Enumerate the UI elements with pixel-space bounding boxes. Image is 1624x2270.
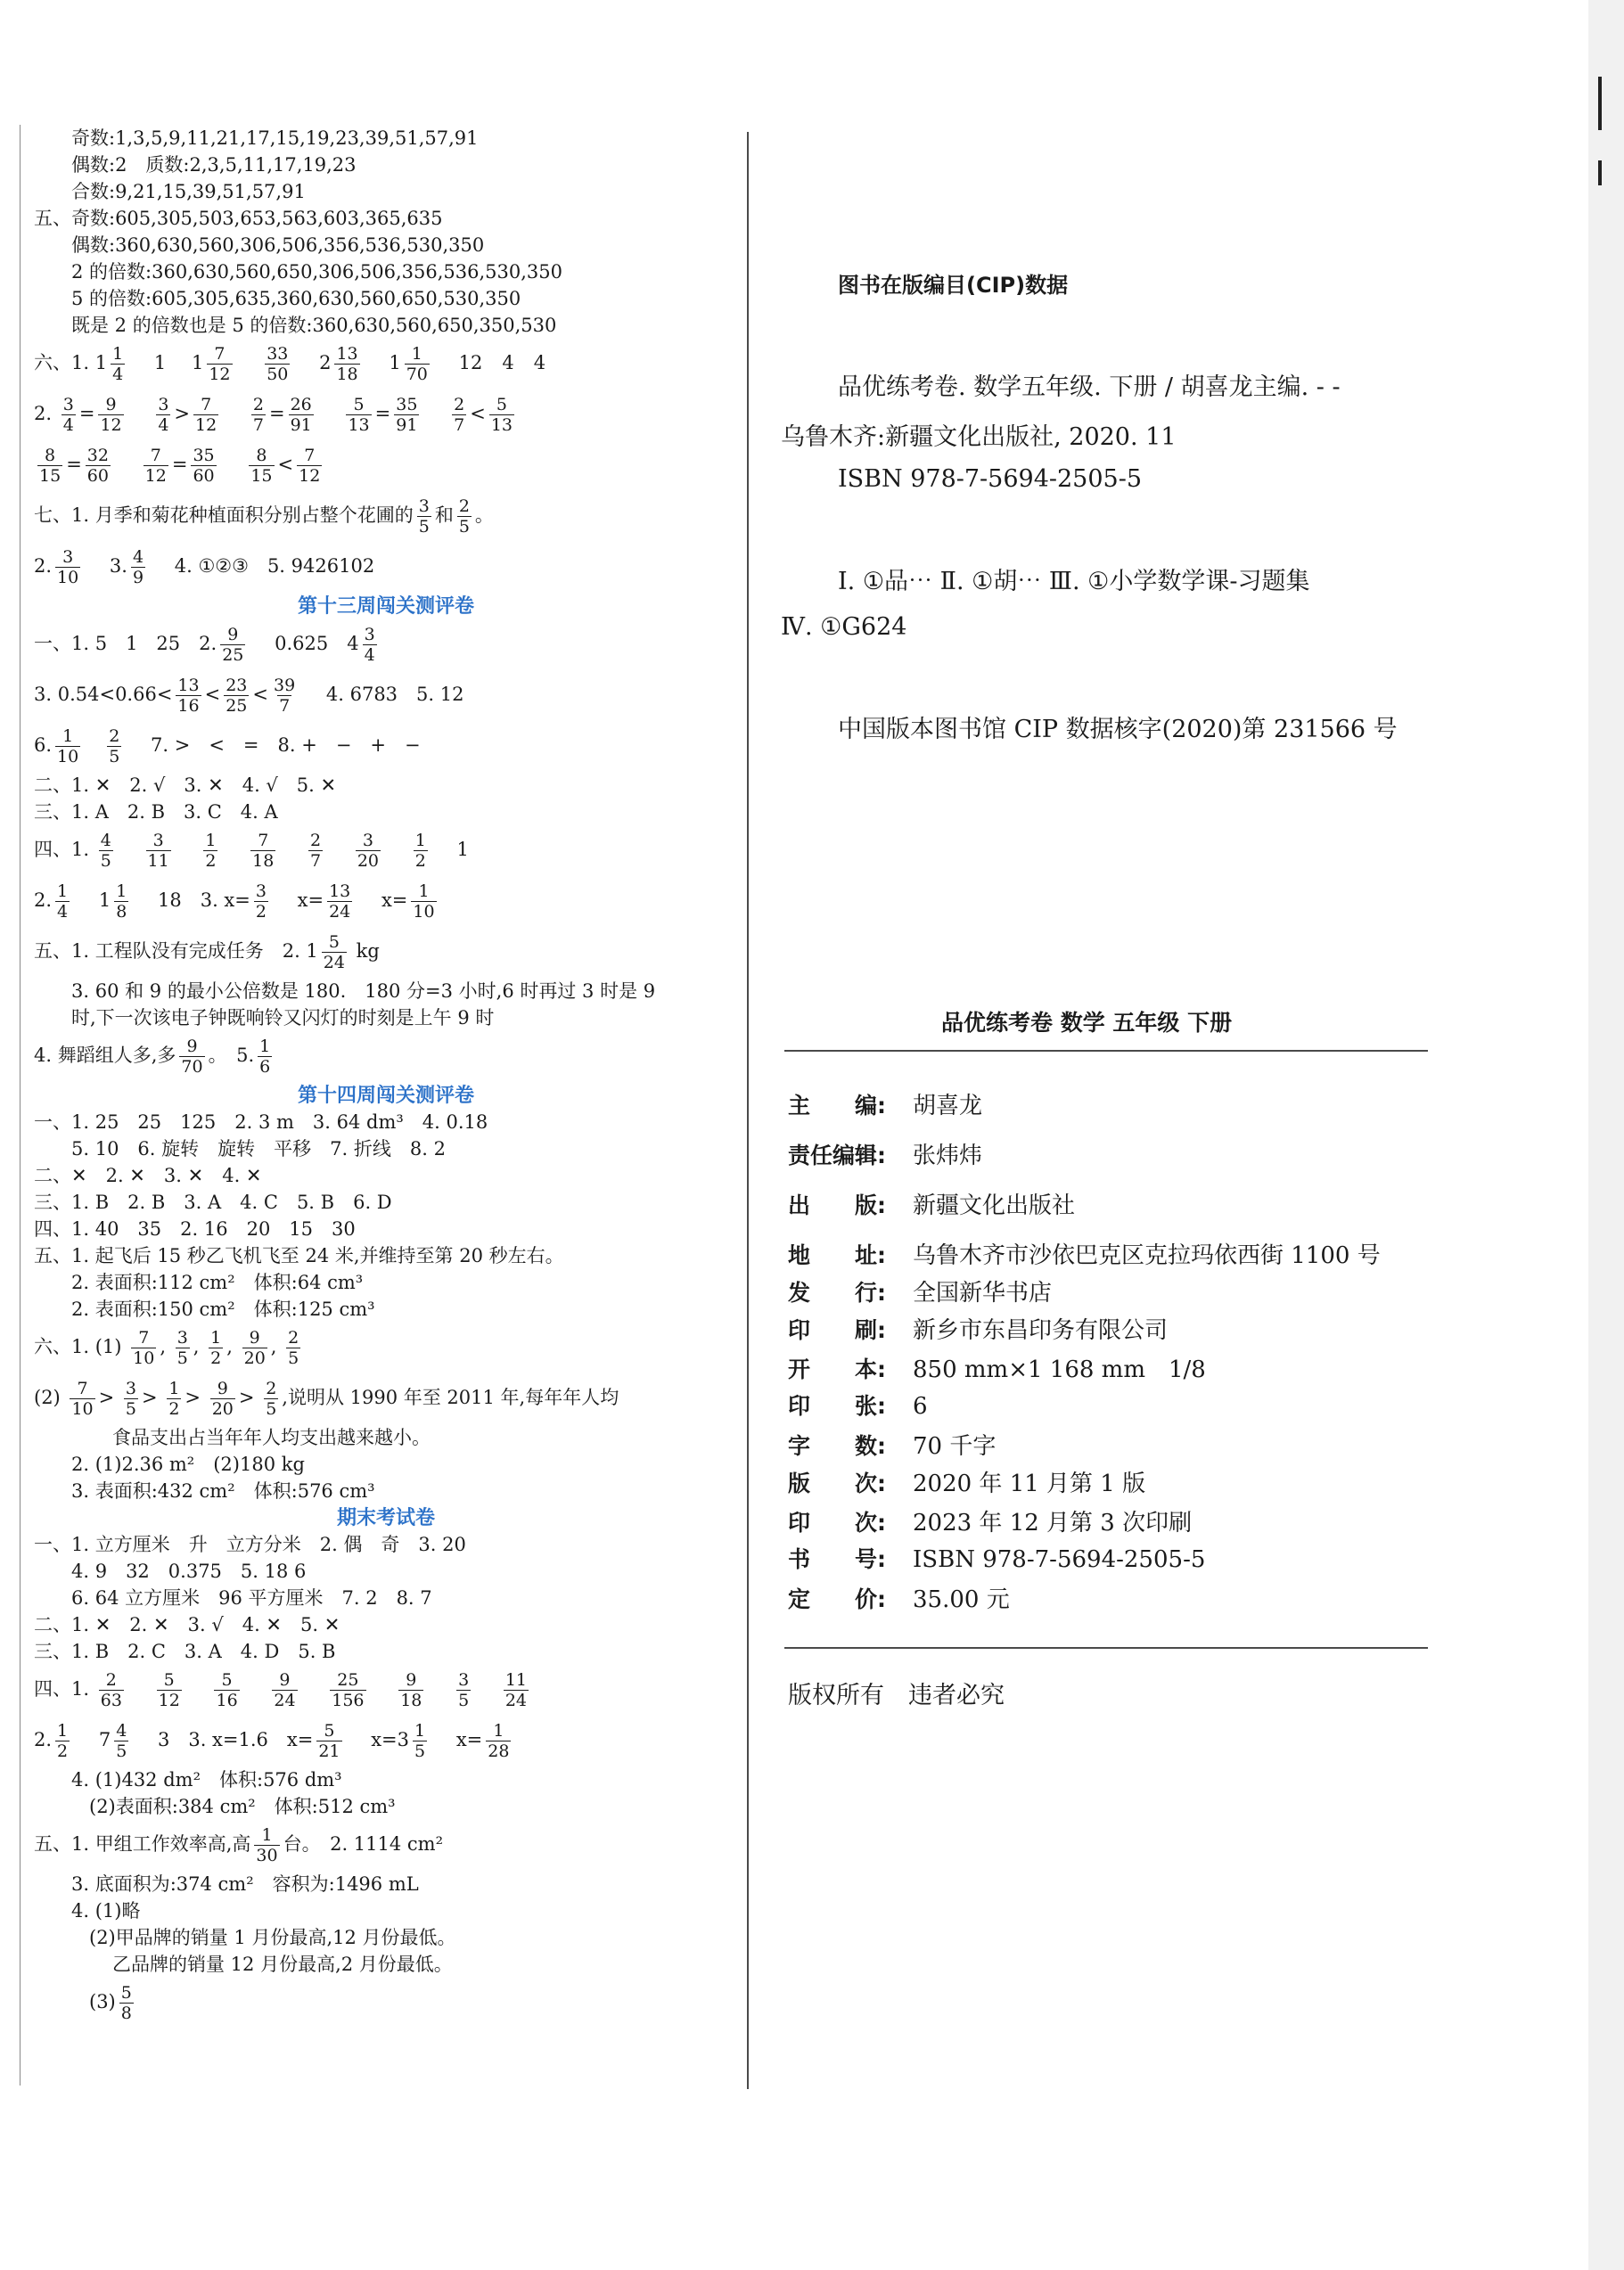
answer-line: 4. 舞蹈组人多,多 $\frac{9}{70}$ 。 5. $\frac{1}{6}$ (34, 1037, 271, 1077)
info-row: 出 版: 新疆文化出版社 (788, 1192, 1076, 1219)
answer-line: 一、1. 5 1 25 2. $\frac{9}{25}$ 0.625 4 $\frac{3}{4}$ (34, 625, 375, 665)
text-line: (2)甲品牌的销量 1 月份最高,12 月份最低。 (89, 1927, 456, 1948)
answer-line: 六、1. (1) $\frac{7}{10}$ , $\frac{3}{5}$ , $\frac{1}{2}$ , $\frac{9}{20}$ , $\frac{2}{5}$ (34, 1328, 299, 1368)
scan-mark (1598, 77, 1602, 130)
info-row: 责任编辑: 张炜炜 (788, 1143, 983, 1169)
text-line: 5 的倍数:605,305,635,360,630,560,650,530,350 (71, 288, 521, 309)
left-margin-line (20, 125, 21, 2086)
info-row: 印 张: 6 (788, 1393, 928, 1420)
scan-edge (1588, 0, 1624, 2270)
text-line: (2)表面积:384 cm² 体积:512 cm³ (89, 1796, 396, 1817)
text-line: 2. 表面积:150 cm² 体积:125 cm³ (71, 1299, 375, 1320)
answer-line: $\frac{8}{15}$ = $\frac{32}{60}$ $\frac{7}{12}$ = $\frac{35}{60}$ $\frac{8}{15}$ < $\frac{7}{12}$ (39, 446, 321, 486)
info-row: 开 本: 850 mm×1 168 mm 1/8 (788, 1356, 1206, 1383)
cip-title: 图书在版编目(CIP)数据 (838, 273, 1069, 298)
scan-mark (1598, 160, 1602, 185)
text-line: 合数:9,21,15,39,51,57,91 (71, 181, 306, 202)
info-row: 字 数: 70 千字 (788, 1433, 997, 1460)
answer-line: 四、1. $\frac{4}{5}$ $\frac{3}{11}$ $\frac{1}{2}$ $\frac{7}{18}$ $\frac{2}{7}$ $\frac{3}{20}$ $\frac{1}{2}$ 1 (34, 831, 469, 871)
answer-line: (3) $\frac{5}{8}$ (89, 1983, 132, 2023)
text-line: 二、1. ✕ 2. ✕ 3. √ 4. ✕ 5. ✕ (34, 1614, 340, 1635)
text-line: 2. (1)2.36 m² (2)180 kg (71, 1454, 305, 1475)
info-row: 印 次: 2023 年 12 月第 3 次印刷 (788, 1510, 1193, 1537)
text-line: 既是 2 的倍数也是 5 的倍数:360,630,560,650,350,530 (71, 315, 557, 336)
info-row: 版 次: 2020 年 11 月第 1 版 (788, 1471, 1146, 1497)
section-title: 期末考试卷 (336, 1506, 435, 1529)
answer-line: 2. $\frac{1}{4}$ 1 $\frac{1}{8}$ 18 3. x= $\frac{3}{2}$ x= $\frac{13}{24}$ x= $\frac{1}{10}$ (34, 881, 435, 922)
text-line: 二、1. ✕ 2. √ 3. ✕ 4. √ 5. ✕ (34, 774, 337, 796)
cip-line: ISBN 978-7-5694-2505-5 (838, 465, 1143, 493)
cip-line: Ⅰ. ①品⋯ Ⅱ. ①胡⋯ Ⅲ. ①小学数学课-习题集 (838, 568, 1310, 595)
answer-line: 六、1. 1 $\frac{1}{4}$ 1 1 $\frac{7}{12}$ $\frac{33}{50}$ 2 $\frac{13}{18}$ 1 $\frac{1}{70}$ 12 4 4 (34, 344, 546, 384)
answer-line: (2) $\frac{7}{10}$ > $\frac{3}{5}$ > $\frac{1}{2}$ > $\frac{9}{20}$ > $\frac{2}{5}$ ,说明从 1990 年至 2011 年,每年年人均 (34, 1379, 619, 1419)
text-line: 三、1. B 2. B 3. A 4. C 5. B 6. D (34, 1192, 392, 1213)
cip-line: 乌鲁木齐:新疆文化出版社, 2020. 11 (781, 423, 1177, 451)
text-line: 偶数:360,630,560,306,506,356,536,530,350 (71, 234, 485, 256)
text-line: 五、1. 起飞后 15 秒乙飞机飞至 24 米,并维持至第 20 秒左右。 (34, 1245, 564, 1266)
text-line: 四、1. 40 35 2. 16 20 15 30 (34, 1218, 356, 1240)
text-line: 三、1. B 2. C 3. A 4. D 5. B (34, 1641, 336, 1662)
answer-key-column (34, 125, 738, 2028)
answer-line: 3. 0.54<0.66< $\frac{13}{16}$ < $\frac{23}{25}$ < $\frac{39}{7}$ 4. 6783 5. 12 (34, 676, 464, 716)
info-row: 印 刷: 新乡市东昌印务有限公司 (788, 1317, 1169, 1344)
text-line: 五、奇数:605,305,503,653,563,603,365,635 (34, 208, 443, 229)
text-line: 4. (1)432 dm² 体积:576 dm³ (71, 1769, 342, 1791)
answer-line: 五、1. 工程队没有完成任务 2. 1 $\frac{5}{24}$ kg (34, 932, 380, 972)
text-line: 4. 9 32 0.375 5. 18 6 (71, 1561, 307, 1582)
info-rule-top (784, 1050, 1428, 1052)
cip-line: Ⅳ. ①G624 (781, 613, 907, 641)
answer-line: 2. $\frac{3}{10}$ 3. $\frac{4}{9}$ 4. ①②③ 5. 9426102 (34, 547, 375, 587)
text-line: 2. 表面积:112 cm² 体积:64 cm³ (71, 1272, 364, 1293)
section-title: 第十四周闯关测评卷 (297, 1084, 474, 1107)
info-rule-bottom (784, 1647, 1428, 1649)
text-line: 3. 表面积:432 cm² 体积:576 cm³ (71, 1480, 375, 1502)
info-row: 主 编: 胡喜龙 (788, 1093, 983, 1119)
text-line: 3. 底面积为:374 cm² 容积为:1496 mL (71, 1873, 419, 1895)
text-line: 二、✕ 2. ✕ 3. ✕ 4. ✕ (34, 1165, 262, 1186)
answer-line: 四、1. $\frac{2}{63}$ $\frac{5}{12}$ $\frac{5}{16}$ $\frac{9}{24}$ $\frac{25}{156}$ $\frac{9}{18}$ $\frac{3}{5}$ $\frac{11}{24}$ (34, 1670, 528, 1710)
text-line: 3. 60 和 9 的最小公倍数是 180. 180 分=3 小时,6 时再过 3 时是 9 (71, 980, 656, 1002)
answer-line: 七、1. 月季和菊花种植面积分别占整个花圃的 $\frac{3}{5}$ 和 $\frac{2}{5}$ 。 (34, 496, 494, 537)
info-row: 地 址: 乌鲁木齐市沙依巴克区克拉玛依西街 1100 号 (788, 1242, 1381, 1269)
text-line: 三、1. A 2. B 3. C 4. A (34, 801, 278, 823)
text-line: 偶数:2 质数:2,3,5,11,17,19,23 (71, 154, 357, 176)
answer-line: 2. $\frac{1}{2}$ 7 $\frac{4}{5}$ 3 3. x=1.6 x= $\frac{5}{21}$ x=3 $\frac{1}{5}$ x= $\frac{1}{28}$ (34, 1721, 510, 1761)
text-line: 食品支出占当年年人均支出越来越小。 (112, 1427, 431, 1448)
answer-line: 6. $\frac{1}{10}$ $\frac{2}{5}$ 7. > < = 8. + − + − (34, 726, 421, 766)
cip-line: 品优练考卷. 数学五年级. 下册 / 胡喜龙主编. - - (838, 373, 1341, 401)
text-line: 时,下一次该电子钟既响铃又闪灯的时刻是上午 9 时 (71, 1007, 495, 1028)
text-line: 6. 64 立方厘米 96 平方厘米 7. 2 8. 7 (71, 1587, 432, 1609)
answer-line: 2. $\frac{3}{4}$ = $\frac{9}{12}$ $\frac{3}{4}$ > $\frac{7}{12}$ $\frac{2}{7}$ = $\frac{26}{91}$ $\frac{5}{13}$ = $\frac{35}{91}$ $\frac{2}{7}$ < $\frac{5}{13}$ (34, 395, 513, 435)
cip-line: 中国版本图书馆 CIP 数据核字(2020)第 231566 号 (838, 716, 1398, 743)
section-title: 第十三周闯关测评卷 (297, 594, 474, 618)
book-title: 品优练考卷 数学 五年级 下册 (941, 1010, 1233, 1036)
text-line: 一、1. 立方厘米 升 立方分米 2. 偶 奇 3. 20 (34, 1534, 466, 1555)
text-line: 4. (1)略 (71, 1900, 141, 1922)
text-line: 奇数:1,3,5,9,11,21,17,15,19,23,39,51,57,91 (71, 127, 479, 149)
column-divider (747, 132, 749, 2089)
text-line: 2 的倍数:360,630,560,650,306,506,356,536,530,350 (71, 261, 563, 283)
text-line: 5. 10 6. 旋转 旋转 平移 7. 折线 8. 2 (71, 1138, 446, 1160)
text-line: 一、1. 25 25 125 2. 3 m 3. 64 dm³ 4. 0.18 (34, 1111, 488, 1133)
copyright-notice: 版权所有 违者必究 (788, 1682, 1005, 1709)
text-line: 乙品牌的销量 12 月份最高,2 月份最低。 (112, 1954, 453, 1975)
info-row: 书 号: ISBN 978-7-5694-2505-5 (788, 1546, 1206, 1573)
info-row: 定 价: 35.00 元 (788, 1586, 1010, 1613)
info-row: 发 行: 全国新华书店 (788, 1280, 1053, 1307)
answer-line: 五、1. 甲组工作效率高,高 $\frac{1}{30}$ 台。 2. 1114 cm² (34, 1825, 444, 1865)
